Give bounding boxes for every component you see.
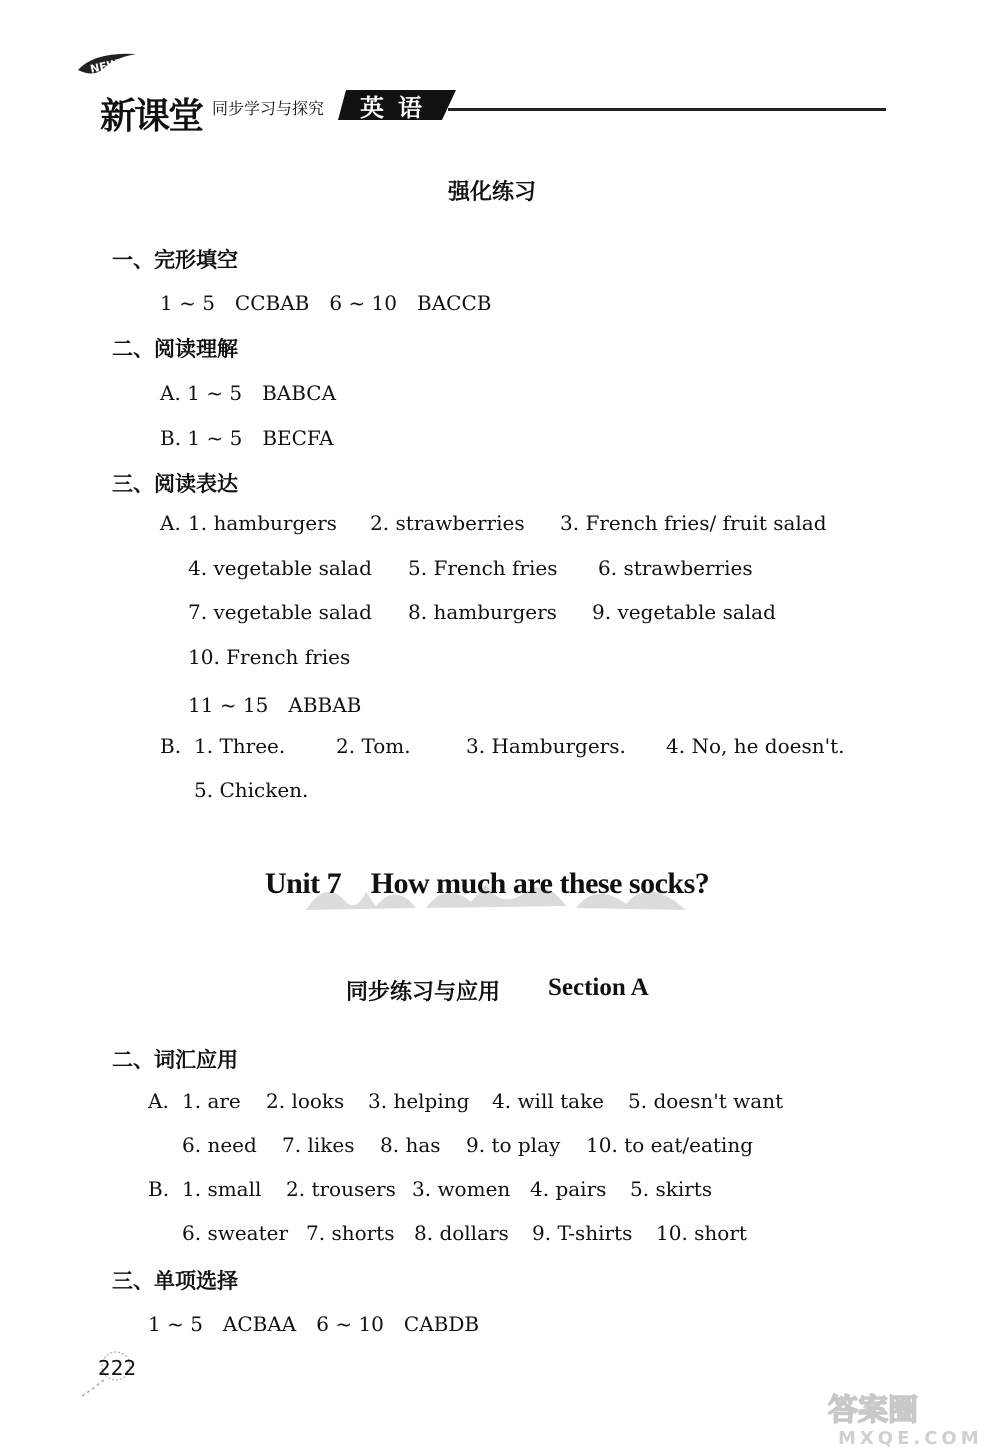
heading-cloze: 一、完形填空 — [112, 248, 238, 272]
brand-subtitle: 同步学习与探究 — [212, 99, 325, 118]
vocab-b-item: 9. T-shirts — [532, 1221, 633, 1245]
multiple-choice-answers: 1 ~ 5 ACBAA 6 ~ 10 CABDB — [148, 1312, 480, 1336]
heading-reading: 二、阅读理解 — [112, 337, 238, 361]
expression-a-item: 7. vegetable salad — [188, 600, 372, 624]
expression-b-item: 1. Three. — [194, 734, 286, 758]
subject-label: 英语 — [360, 94, 436, 122]
reading-answers-b: B. 1 ~ 5 BECFA — [160, 426, 334, 450]
unit-title: Unit 7 How much are these socks? — [265, 867, 710, 900]
heading-multiple-choice: 三、单项选择 — [112, 1269, 238, 1293]
vocab-a-item: 5. doesn't want — [628, 1089, 784, 1113]
expression-b-item: 2. Tom. — [336, 734, 411, 758]
watermark-logo — [820, 1388, 990, 1448]
expression-a-item: 2. strawberries — [370, 511, 525, 535]
vocab-b-item: 3. women — [412, 1177, 511, 1201]
vocab-a-item: 6. need — [182, 1133, 257, 1157]
expression-a-item: 8. hamburgers — [408, 600, 557, 624]
expression-a-item: 3. French fries/ fruit salad — [560, 511, 827, 535]
vocab-b-item: 8. dollars — [414, 1221, 509, 1245]
vocab-a-item: 4. will take — [492, 1089, 605, 1113]
logo-badge-text: NEW — [89, 57, 120, 76]
expression-a-item: 1. hamburgers — [188, 511, 337, 535]
expression-b-item: 3. Hamburgers. — [466, 734, 626, 758]
expression-b-item: 4. No, he doesn't. — [666, 734, 845, 758]
expression-a-item: 6. strawberries — [598, 556, 753, 580]
vocab-a-item: 7. likes — [282, 1133, 355, 1157]
heading-vocabulary: 二、词汇应用 — [112, 1048, 238, 1072]
vocab-b-item: 10. short — [656, 1221, 747, 1245]
vocab-a-item: 1. are — [182, 1089, 241, 1113]
expression-a-item: 10. French fries — [188, 645, 351, 669]
vocab-a-item: 2. looks — [266, 1089, 345, 1113]
vocab-a-item: 10. to eat/eating — [586, 1133, 754, 1157]
vocab-a-item: 3. helping — [368, 1089, 470, 1113]
vocab-b-prefix: B. — [148, 1177, 170, 1201]
expression-a-prefix: A. — [160, 511, 181, 535]
vocab-a-prefix: A. — [148, 1089, 169, 1113]
vocab-b-item: 6. sweater — [182, 1221, 289, 1245]
vocab-b-item: 4. pairs — [530, 1177, 607, 1201]
header-rule — [448, 108, 886, 111]
expression-b-prefix: B. — [160, 734, 182, 758]
expression-a-item: 5. French fries — [408, 556, 558, 580]
vocab-a-item: 8. has — [380, 1133, 441, 1157]
expression-a-item: 4. vegetable salad — [188, 556, 372, 580]
vocab-b-item: 1. small — [182, 1177, 262, 1201]
heading-reading-expression: 三、阅读表达 — [112, 472, 238, 496]
expression-a-item: 11 ~ 15 ABBAB — [188, 693, 362, 717]
section-title-section-a: Section A — [548, 974, 649, 1001]
vocab-b-item: 5. skirts — [630, 1177, 713, 1201]
brand-title: 新课堂 — [100, 96, 203, 137]
reading-answers-a: A. 1 ~ 5 BABCA — [160, 381, 337, 405]
vocab-a-item: 9. to play — [466, 1133, 561, 1157]
new-badge-logo — [74, 48, 140, 82]
section-title-practice: 强化练习 — [448, 180, 537, 205]
vocab-b-item: 7. shorts — [306, 1221, 395, 1245]
expression-b-item: 5. Chicken. — [194, 778, 309, 802]
expression-a-item: 9. vegetable salad — [592, 600, 776, 624]
vocab-b-item: 2. trousers — [286, 1177, 396, 1201]
page-number: 222 — [98, 1356, 137, 1380]
section-title-sync: 同步练习与应用 — [346, 980, 501, 1005]
cloze-answers: 1 ~ 5 CCBAB 6 ~ 10 BACCB — [160, 291, 492, 315]
watermark-url: MXQE.COM — [838, 1428, 983, 1448]
watermark-text: 答案圈 — [828, 1393, 918, 1428]
